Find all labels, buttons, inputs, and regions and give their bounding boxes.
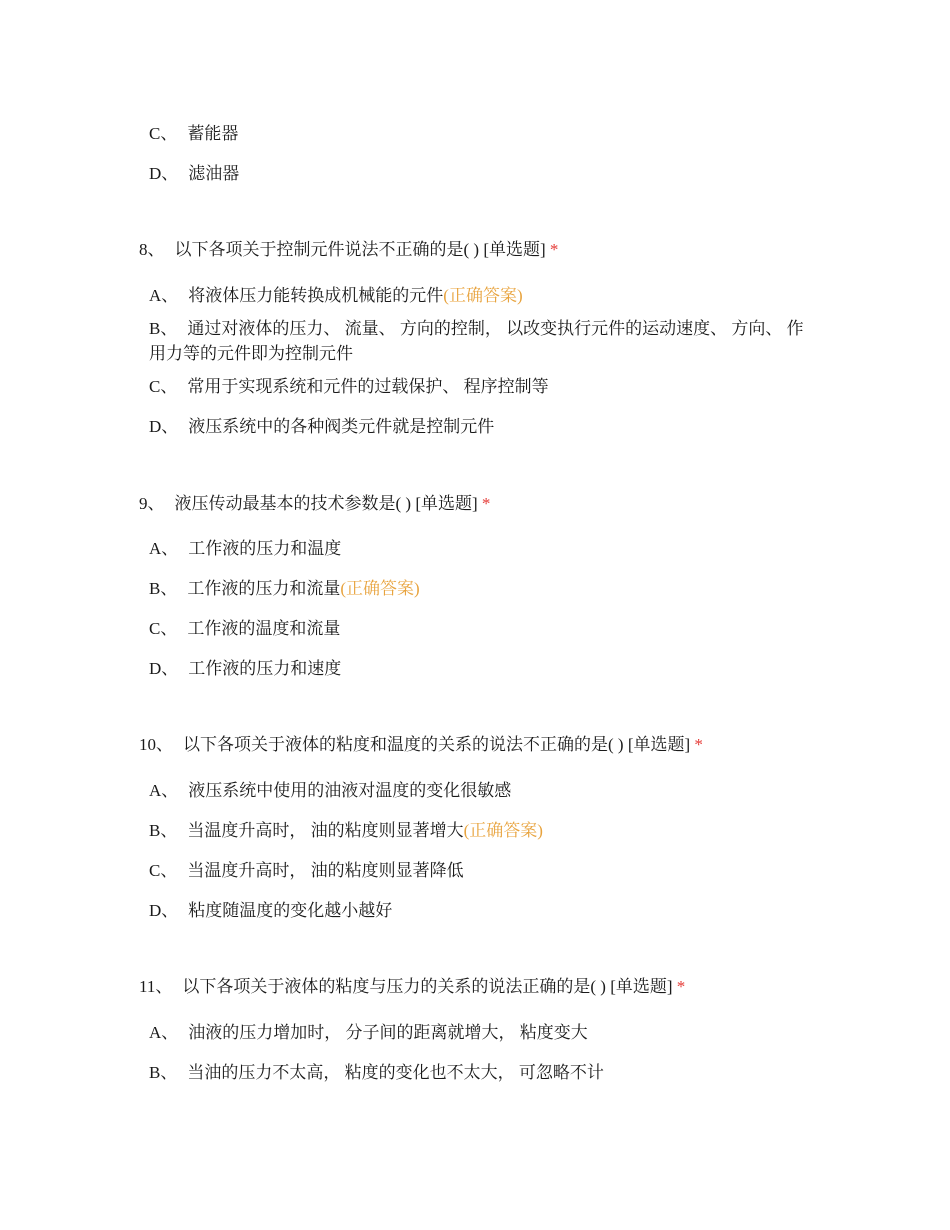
option-letter: A、 xyxy=(149,539,179,558)
question-type: [单选题] xyxy=(610,977,673,996)
q9-title xyxy=(139,491,490,516)
q8-option-c xyxy=(149,374,549,399)
q11-option-b xyxy=(149,1060,604,1085)
q7-option-d xyxy=(149,161,239,186)
option-letter: B、 xyxy=(149,319,178,338)
required-mark: * xyxy=(694,735,703,754)
option-letter: B、 xyxy=(149,579,178,598)
option-text: 通过对液体的压力、 流量、 方向的控制， 以改变执行元件的运动速度、 方向、 作用力等的元件即为控制元件 xyxy=(149,319,804,363)
option-letter: A、 xyxy=(149,781,179,800)
question-number: 8、 xyxy=(139,240,165,259)
option-letter: D、 xyxy=(149,659,179,678)
q10-option-a xyxy=(149,778,511,803)
correct-answer-tag: (正确答案) xyxy=(443,286,523,305)
option-text: 蓄能器 xyxy=(187,124,239,143)
q10-option-b xyxy=(149,818,543,843)
option-text: 当油的压力不太高， 粘度的变化也不太大， 可忽略不计 xyxy=(187,1063,604,1082)
option-letter: A、 xyxy=(149,1023,179,1042)
q8-title xyxy=(139,237,558,262)
q11-title xyxy=(139,974,685,999)
q11-option-a xyxy=(149,1020,588,1045)
option-letter: D、 xyxy=(149,164,179,183)
q9-option-b xyxy=(149,576,420,601)
option-letter: A、 xyxy=(149,286,179,305)
question-type: [单选题] xyxy=(415,494,478,513)
correct-answer-tag: (正确答案) xyxy=(463,821,543,840)
option-letter: C、 xyxy=(149,861,178,880)
q8-option-a xyxy=(149,283,523,308)
option-text: 工作液的压力和流量 xyxy=(187,579,341,598)
option-text: 工作液的压力和速度 xyxy=(188,659,342,678)
question-text: 以下各项关于液体的粘度和温度的关系的说法不正确的是( ) xyxy=(183,735,624,754)
option-letter: C、 xyxy=(149,124,178,143)
q7-option-c xyxy=(149,121,238,146)
option-text: 滤油器 xyxy=(188,164,240,183)
option-letter: D、 xyxy=(149,417,179,436)
question-text: 以下各项关于液体的粘度与压力的关系的说法正确的是( ) xyxy=(182,977,606,996)
option-text: 粘度随温度的变化越小越好 xyxy=(188,901,393,920)
q9-option-d xyxy=(149,656,341,681)
question-type: [单选题] xyxy=(483,240,546,259)
q9-option-a xyxy=(149,536,341,561)
question-type: [单选题] xyxy=(627,735,691,754)
q8-option-d xyxy=(149,414,494,439)
q10-option-d xyxy=(149,898,392,923)
q10-title xyxy=(139,732,703,757)
question-text: 液压传动最基本的技术参数是( ) xyxy=(174,494,412,513)
correct-answer-tag: (正确答案) xyxy=(340,579,420,598)
option-text: 当温度升高时， 油的粘度则显著增大 xyxy=(187,821,464,840)
option-letter: C、 xyxy=(149,619,178,638)
q10-option-c xyxy=(149,858,464,883)
option-text: 将液体压力能转换成机械能的元件 xyxy=(188,286,444,305)
option-letter: C、 xyxy=(149,377,178,396)
option-letter: B、 xyxy=(149,821,178,840)
option-text: 当温度升高时， 油的粘度则显著降低 xyxy=(187,861,464,880)
option-text: 常用于实现系统和元件的过载保护、 程序控制等 xyxy=(187,377,549,396)
option-text: 工作液的温度和流量 xyxy=(187,619,341,638)
option-text: 液压系统中使用的油液对温度的变化很敏感 xyxy=(188,781,512,800)
question-number: 9、 xyxy=(139,494,165,513)
option-text: 工作液的压力和温度 xyxy=(188,539,342,558)
option-letter: B、 xyxy=(149,1063,178,1082)
question-number: 10、 xyxy=(139,735,173,754)
required-mark: * xyxy=(549,240,559,259)
required-mark: * xyxy=(481,494,491,513)
option-text: 液压系统中的各种阀类元件就是控制元件 xyxy=(188,417,495,436)
q8-option-b xyxy=(149,316,804,366)
question-number: 11、 xyxy=(139,977,173,996)
q9-option-c xyxy=(149,616,340,641)
option-letter: D、 xyxy=(149,901,179,920)
option-text: 油液的压力增加时， 分子间的距离就增大， 粘度变大 xyxy=(188,1023,588,1042)
question-text: 以下各项关于控制元件说法不正确的是( ) xyxy=(174,240,480,259)
required-mark: * xyxy=(676,977,686,996)
